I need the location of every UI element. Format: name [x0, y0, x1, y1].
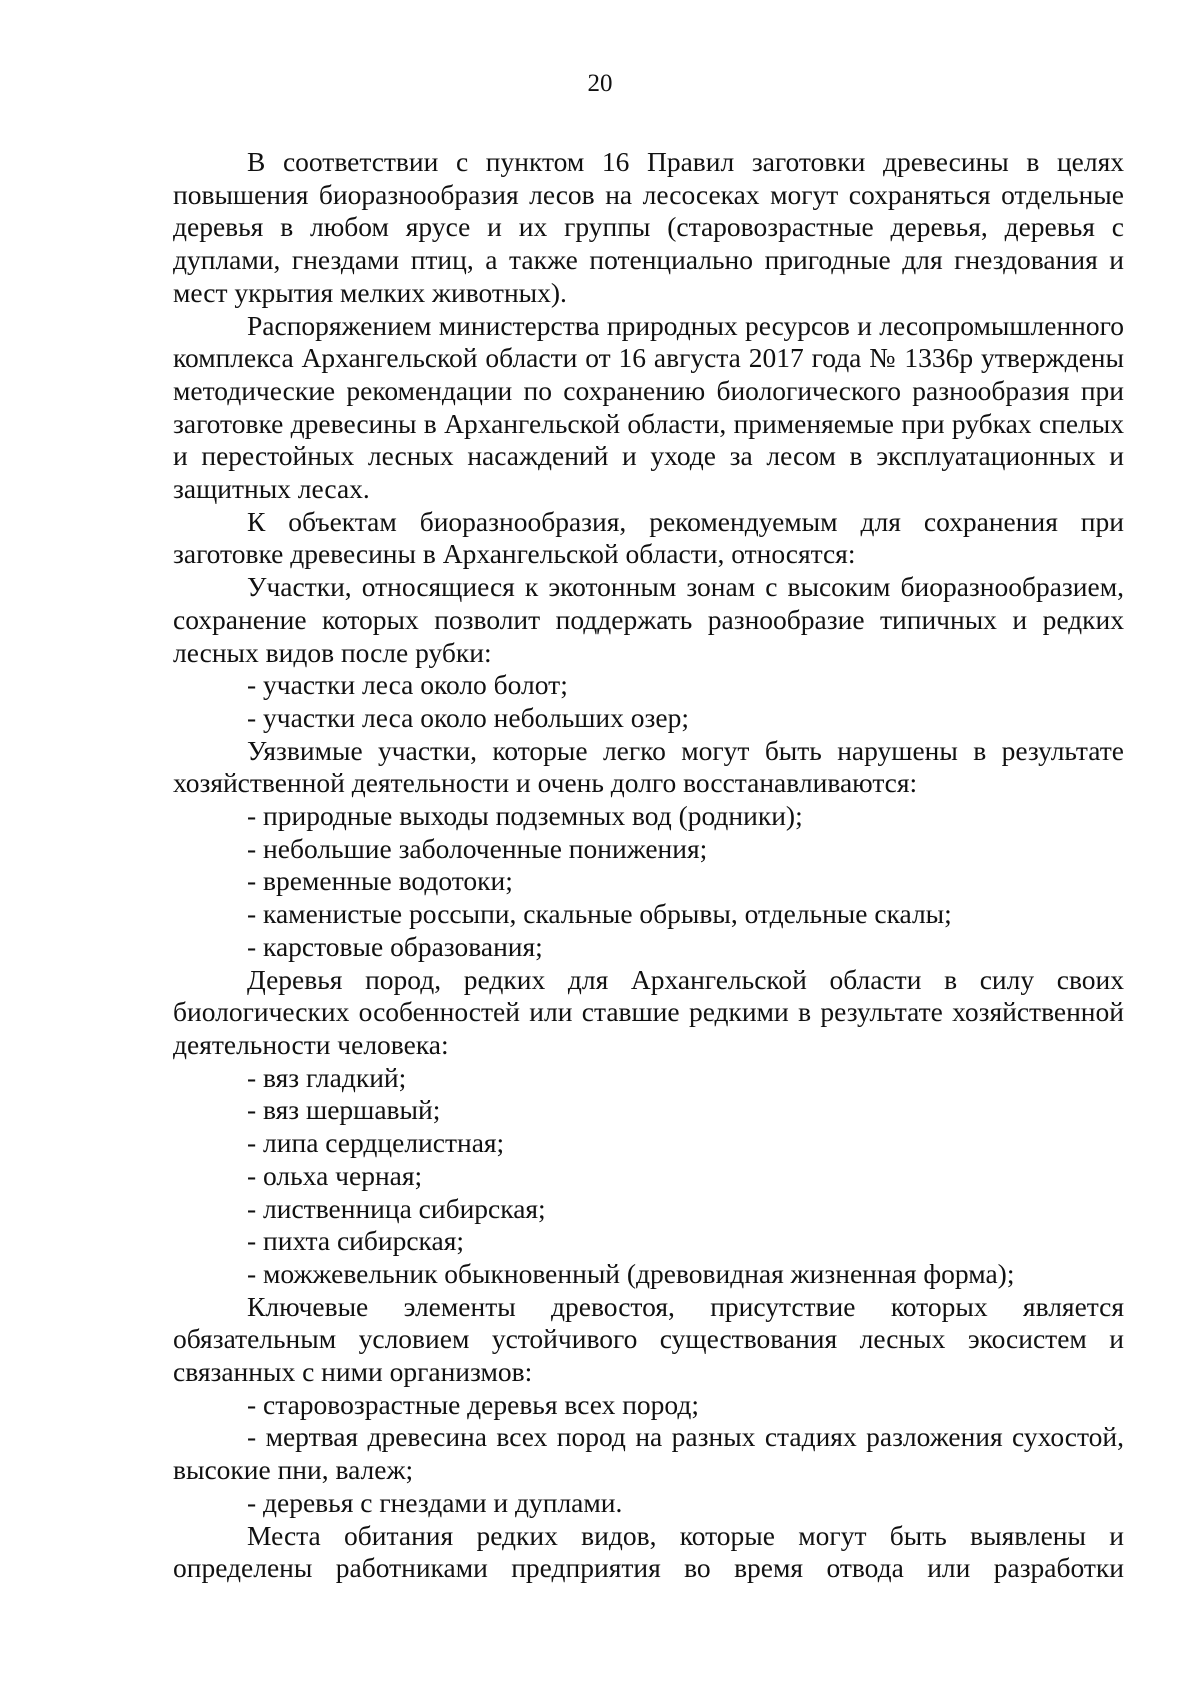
- paragraph-8: Места обитания редких видов, которые могут быть выявлены и определены работниками предприятия во время отвода или разработки: [173, 1519, 1124, 1584]
- document-body: [173, 146, 1124, 1585]
- paragraph-6: Деревья пород, редких для Архангельской области в силу своих биологических особенностей или ставшие редкими в результате хозяйственной деятельности человека:: [173, 963, 1124, 1060]
- list-item: - мертвая древесина всех пород на разных стадиях разложения сухостой, высокие пни, валеж;: [173, 1421, 1124, 1486]
- list-item: - можжевельник обыкновенный (древовидная жизненная форма);: [247, 1257, 1015, 1289]
- list-item: - карстовые образования;: [247, 930, 543, 962]
- list-item: - вяз шершавый;: [247, 1094, 441, 1126]
- paragraph-3: К объектам биоразнообразия, рекомендуемым для сохранения при заготовке древесины в Архангельской области, относятся:: [173, 505, 1124, 570]
- list-item: - каменистые россыпи, скальные обрывы, отдельные скалы;: [247, 898, 952, 930]
- paragraph-1: В соответствии с пунктом 16 Правил заготовки древесины в целях повышения биоразнообразия лесов на лесосеках могут сохраняться отдельные деревья в любом ярусе и их группы (старовозрастные деревья, деревья с дуплами, гнездами птиц, а также потенциально пригодные для гнездования и мест укрытия мелких животных).: [173, 146, 1124, 308]
- list-item: - вяз гладкий;: [247, 1061, 407, 1093]
- list-item: - участки леса около болот;: [247, 669, 568, 701]
- list-item: - пихта сибирская;: [247, 1225, 464, 1257]
- list-item: - старовозрастные деревья всех пород;: [247, 1388, 700, 1420]
- paragraph-2: Распоряжением министерства природных ресурсов и лесопромышленного комплекса Архангельской области от 16 августа 2017 года № 1336р утверждены методические рекомендации по сохранению биологического разнообразия при заготовке древесины в Архангельской области, применяемые при рубках спелых и перестойных лесных насаждений и уходе за лесом в эксплуатационных и защитных лесах.: [173, 309, 1124, 505]
- list-item: - ольха черная;: [247, 1159, 423, 1191]
- list-item: - временные водотоки;: [247, 865, 513, 897]
- list-item: - лиственница сибирская;: [247, 1192, 546, 1224]
- list-item: - деревья с гнездами и дуплами.: [247, 1486, 623, 1518]
- list-item: - природные выходы подземных вод (родники);: [247, 800, 803, 832]
- paragraph-7: Ключевые элементы древостоя, присутствие которых является обязательным условием устойчивого существования лесных экосистем и связанных с ними организмов:: [173, 1290, 1124, 1388]
- list-item: - липа сердцелистная;: [247, 1127, 505, 1159]
- paragraph-4: Участки, относящиеся к экотонным зонам с высоким биоразнообразием, сохранение которых позволит поддержать разнообразие типичных и редких лесных видов после рубки:: [173, 571, 1124, 668]
- list-item: - небольшие заболоченные понижения;: [247, 832, 708, 864]
- list-item: - участки леса около небольших озер;: [247, 701, 689, 733]
- paragraph-5: Уязвимые участки, которые легко могут быть нарушены в результате хозяйственной деятельности и очень долго восстанавливаются:: [173, 734, 1124, 799]
- page-number: 20: [587, 70, 613, 97]
